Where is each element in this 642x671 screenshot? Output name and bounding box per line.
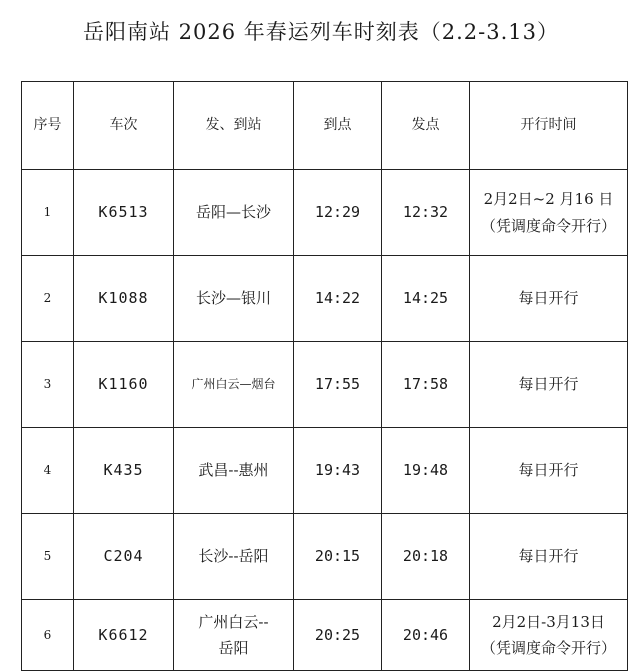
- station-cell: [174, 428, 294, 514]
- depart-cell: 20:18: [382, 514, 470, 600]
- train-cell: K435: [74, 428, 174, 514]
- depart-cell: 14:25: [382, 256, 470, 342]
- seq-cell: 5: [22, 514, 74, 600]
- header-period: 开行时间: [470, 82, 628, 170]
- arrive-cell: 20:25: [294, 600, 382, 671]
- period-line: 每日开行: [518, 289, 579, 308]
- seq-cell: 2: [22, 256, 74, 342]
- arrive-cell: 12:29: [294, 170, 382, 256]
- arrive-cell: 19:43: [294, 428, 382, 514]
- station-cell: [174, 342, 294, 428]
- station-line: 武昌--惠州: [198, 461, 269, 480]
- period-cell: [470, 342, 628, 428]
- seq-cell: 3: [22, 342, 74, 428]
- station-cell: [174, 170, 294, 256]
- page-title: 岳阳南站 2026 年春运列车时刻表（2.2-3.13）: [82, 20, 560, 44]
- station-line: 长沙—银川: [195, 289, 271, 308]
- header-arrive: 到点: [294, 82, 382, 170]
- period-cell: [470, 428, 628, 514]
- timetable: [21, 81, 628, 671]
- period-line: 2月2日-3月13日: [492, 612, 605, 631]
- station-line: 岳阳—长沙: [195, 203, 271, 222]
- arrive-cell: 20:15: [294, 514, 382, 600]
- period-line: 每日开行: [518, 461, 579, 480]
- table-row: [22, 170, 628, 256]
- station-cell: [174, 256, 294, 342]
- header-depart: 发点: [382, 82, 470, 170]
- train-cell: K6513: [74, 170, 174, 256]
- table-row: [22, 600, 628, 671]
- arrive-cell: 14:22: [294, 256, 382, 342]
- seq-cell: 1: [22, 170, 74, 256]
- depart-cell: 17:58: [382, 342, 470, 428]
- header-row: [22, 82, 628, 170]
- period-note: （凭调度命令开行）: [480, 639, 616, 657]
- period-line: 每日开行: [518, 547, 579, 566]
- train-cell: K1088: [74, 256, 174, 342]
- table-row: [22, 428, 628, 514]
- table-row: [22, 256, 628, 342]
- train-cell: K6612: [74, 600, 174, 671]
- period-note: （凭调度命令开行）: [480, 216, 616, 235]
- header-station: 发、到站: [174, 82, 294, 170]
- train-cell: K1160: [74, 342, 174, 428]
- table-row: [22, 514, 628, 600]
- period-cell: [470, 170, 628, 256]
- period-cell: [470, 600, 628, 671]
- arrive-cell: 17:55: [294, 342, 382, 428]
- header-train: 车次: [74, 82, 174, 170]
- period-cell: [470, 514, 628, 600]
- station-cell: [174, 514, 294, 600]
- depart-cell: 20:46: [382, 600, 470, 671]
- seq-cell: 4: [22, 428, 74, 514]
- depart-cell: 12:32: [382, 170, 470, 256]
- depart-cell: 19:48: [382, 428, 470, 514]
- table-row: [22, 342, 628, 428]
- station-line: 长沙--岳阳: [198, 547, 269, 566]
- station-cell: [174, 600, 294, 671]
- train-cell: C204: [74, 514, 174, 600]
- header-seq: 序号: [22, 82, 74, 170]
- period-line: 2月2日~2 月16 日: [483, 190, 614, 209]
- station-line: 广州白云--: [198, 612, 269, 631]
- seq-cell: 6: [22, 600, 74, 671]
- period-cell: [470, 256, 628, 342]
- station-line: 岳阳: [218, 639, 249, 657]
- period-line: 每日开行: [518, 375, 579, 394]
- station-line: 广州白云—烟台: [191, 377, 276, 391]
